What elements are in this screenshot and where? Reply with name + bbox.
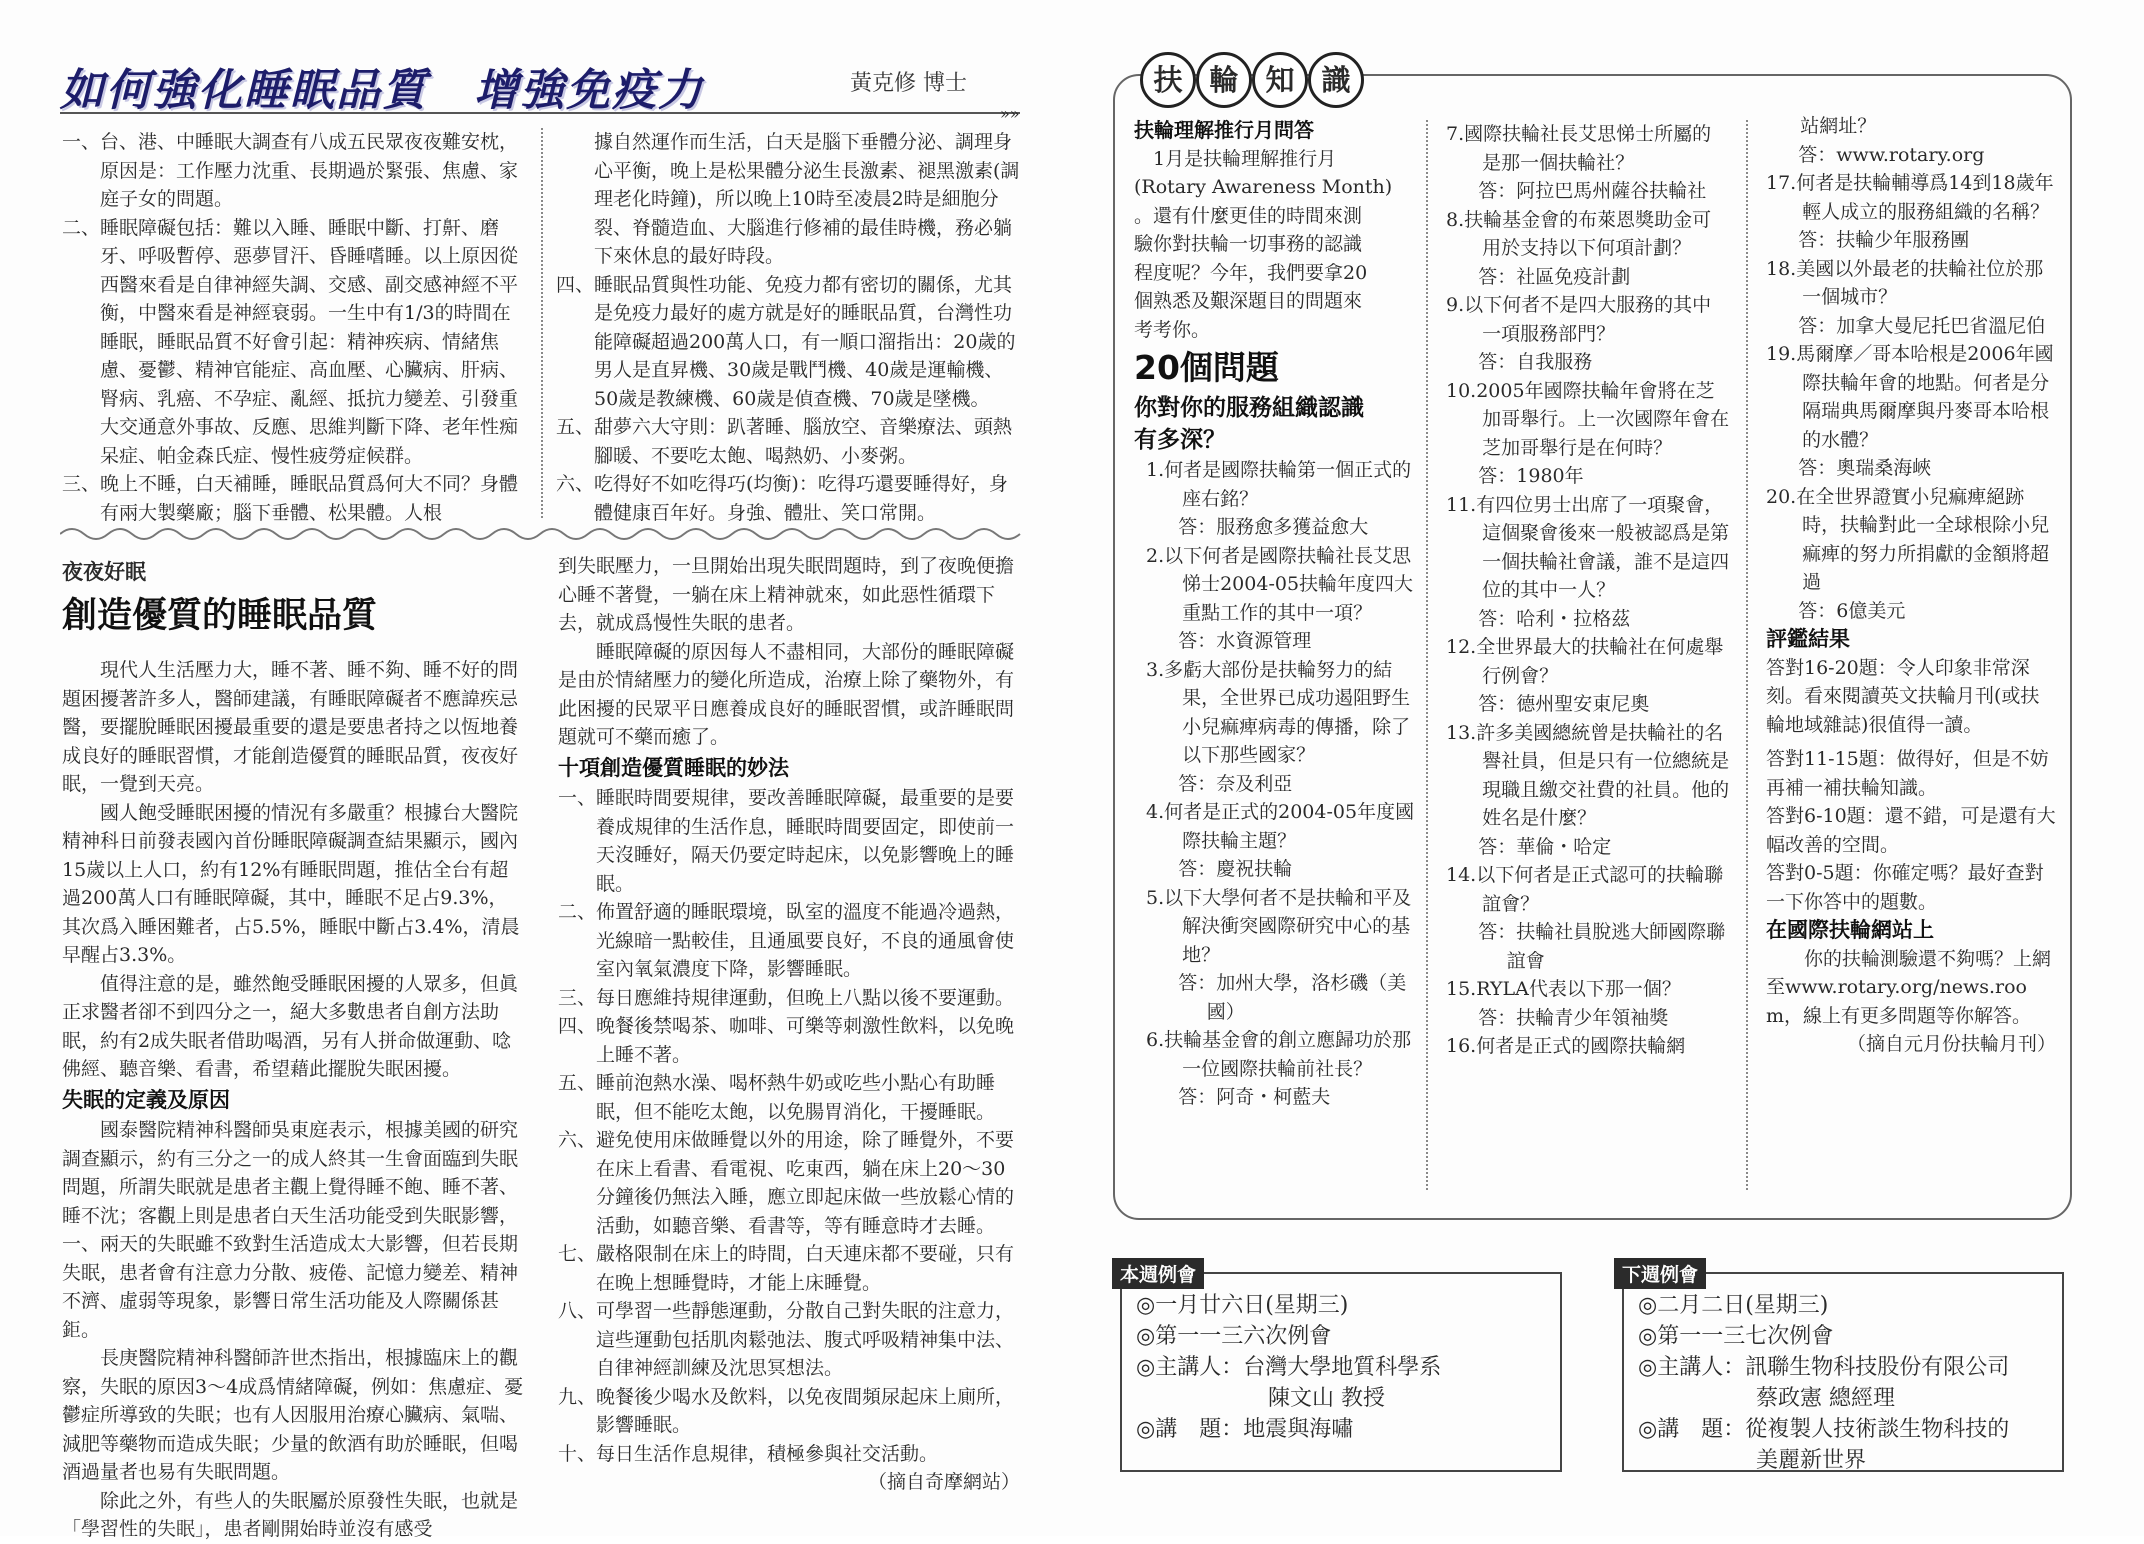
- answer: 答：1980年: [1478, 465, 1584, 487]
- rotary-col3: [1766, 112, 2056, 1059]
- article2-kicker: 夜夜好眠: [62, 560, 146, 584]
- answer: 答：扶輪社員脫逃大師國際聯誼會: [1478, 921, 1726, 972]
- subhead: 十項創造優質睡眠的妙法: [558, 755, 789, 780]
- speaker-label: ◎主講人：: [1136, 1355, 1244, 1380]
- meeting-date: ◎二月二日(星期三): [1638, 1293, 1829, 1318]
- subhead: 失眠的定義及原因: [62, 1087, 230, 1112]
- question: 13.許多美國總統曾是扶輪社的名譽社員，但是只有一位總統是現職且繳交社費的社員。他的姓名是什麼？: [1446, 721, 1730, 829]
- answer: 答：6億美元: [1798, 599, 1906, 622]
- author: 黃克修 博士: [850, 71, 967, 96]
- answer: 答：自我服務: [1478, 351, 1593, 373]
- this-week-meeting: [1120, 1272, 1562, 1472]
- list-item: 十、每日生活作息規律，積極參與社交活動。: [558, 1442, 939, 1465]
- list-item: 據自然運作而生活，白天是腦下垂體分泌、調理身心平衡，晚上是松果體分泌生長激素、褪黑激素(調理老化時鐘)，所以晚上10時至凌晨2時是細胞分裂、脊髓造血、大腦進行修補的最佳時機，務必躺下來休息的最好時段。: [594, 131, 1020, 267]
- meeting-number: ◎第一一三七次例會: [1638, 1324, 1834, 1349]
- quiz-subtitle: 你對你的服務組織認識: [1134, 395, 1364, 421]
- list-item: 三、晚上不睡，白天補睡，睡眠品質爲何大不同？身體有兩大製藥廠；腦下垂體、松果體。人根: [62, 473, 519, 524]
- website-text: 你的扶輪測驗還不夠嗎？上網至www.rotary.org/news.room，線上有更多問題等你解答。: [1766, 947, 2052, 1027]
- answer: 答：服務愈多獲益愈大: [1178, 516, 1369, 538]
- question: 5.以下大學何者不是扶輪和平及解決衝突國際研究中心的基地？: [1146, 886, 1412, 966]
- list-item: 四、晚餐後禁喝茶、咖啡、可樂等刺激性飲料，以免晚上睡不著。: [558, 1015, 1015, 1066]
- topic-text-2: 美麗新世界: [1756, 1448, 1867, 1473]
- column-divider: [541, 128, 543, 518]
- quiz-title: 20個問題: [1134, 348, 1279, 387]
- speaker-name: 蔡政憲 總經理: [1756, 1386, 1895, 1411]
- list-item: 九、晚餐後少喝水及飲料，以免夜間頻尿起床上廁所，影響睡眠。: [558, 1385, 1015, 1436]
- question: 3.多虧大部份是扶輪努力的結果，全世界已成功遏阻野生小兒痲痺病毒的傳播，除了以下那些國家？: [1146, 658, 1411, 766]
- meeting-number: ◎第一一三六次例會: [1136, 1324, 1332, 1349]
- quiz-subtitle: 有多深？: [1134, 427, 1226, 453]
- header-char: 知: [1252, 52, 1308, 108]
- paragraph: 除此之外，有些人的失眠屬於原發性失眠，也就是「學習性的失眠」，患者剛開始時並沒有感受: [62, 1489, 519, 1540]
- list-item: 二、睡眠障礙包括：難以入睡、睡眠中斷、打鼾、磨牙、呼吸暫停、惡夢冒汗、昏睡嗜睡。以上原因從西醫來看是自律神經失調、交感、副交感神經不平衡，中醫來看是神經衰弱。一生中有1/3的時間在睡眠，睡眠品質不好會引起：精神疾病、情緒焦慮、憂鬱、精神官能症、高血壓、心臟病、肝病、腎病、乳癌、不孕症、亂經、抵抗力變差、引發重大交通意外事故、反應、思維判斷下降、老年性痴呆症、帕金森氏症、慢性疲勞症候群。: [62, 216, 519, 467]
- question: 18.美國以外最老的扶輪社位於那一個城市？: [1766, 257, 2044, 308]
- intro-line: 考考你。: [1134, 318, 1211, 341]
- speaker-name: 陳文山 教授: [1268, 1386, 1385, 1411]
- this-week-label: 本週例會: [1112, 1258, 1204, 1289]
- meeting-topic: [1638, 1414, 2048, 1445]
- meeting-date: ◎一月廿六日(星期三): [1136, 1293, 1349, 1318]
- answer: 答：奈及利亞: [1178, 772, 1293, 795]
- intro-line: 個熟悉及艱深題目的問題來: [1134, 290, 1363, 312]
- article2-title: 創造優質的睡眠品質: [62, 596, 378, 636]
- list-item: 五、甜夢六大守則：趴著睡、腦放空、音樂療法、頭熱腳暖、不要吃太飽、喝熱奶、小麥粥。: [556, 416, 1013, 467]
- title-rule: [60, 112, 1020, 114]
- question: 12.全世界最大的扶輪社在何處舉行例會？: [1446, 636, 1724, 687]
- question: 站網址？: [1800, 115, 1877, 137]
- question: 19.馬爾摩／哥本哈根是2006年國際扶輪年會的地點。何者是分隔瑞典馬爾摩與丹麥哥本哈根的水體？: [1766, 343, 2054, 451]
- answer: 答：奧瑞桑海峽: [1798, 457, 1932, 479]
- list-item: 四、睡眠品質與性功能、免疫力都有密切的關係，尤其是免疫力最好的處方就是好的睡眠品質，台灣性功能障礙超過200萬人口，有一順口溜指出：20歲的男人是直昇機、30歲是戰鬥機、40歲是運輸機、50歲是教練機、60歲是偵查機、70歲是墜機。: [556, 273, 1016, 410]
- question: 17.何者是扶輪輔導爲14到18歲年輕人成立的服務組織的名稱？: [1766, 172, 2054, 223]
- answer: 答：扶輪少年服務團: [1798, 229, 1970, 251]
- column-divider: [1746, 120, 1748, 1190]
- question: 20.在全世界證實小兒痲痺絕跡時，扶輪對此一全球根除小兒痲痺的努力所捐獻的金額將超過: [1766, 485, 2050, 593]
- paragraph: 國人飽受睡眠困擾的情況有多嚴重？根據台大醫院精神科日前發表國內首份睡眠障礙調查結果顯示，國內15歲以上人口，約有12%有睡眠問題，推估全台有超過200萬人口有睡眠障礙，其中，睡眠不足占9.3%，其次爲入睡困難者，占5.5%，睡眠中斷占3.4%，清晨早醒占3.3%。: [62, 801, 520, 966]
- question: 2.以下何者是國際扶輪社長艾思悌士2004-05扶輪年度四大重點工作的其中一項？: [1146, 544, 1414, 624]
- question: 6.扶輪基金會的創立應歸功於那一位國際扶輪前社長？: [1146, 1029, 1412, 1080]
- meeting-topic: ◎講 題：地震與海嘯: [1136, 1417, 1354, 1442]
- rotary-col1: [1134, 116, 1418, 1112]
- list-item: 七、嚴格限制在床上的時間，白天連床都不要碰，只有在晚上想睡覺時，才能上床睡覺。: [558, 1243, 1015, 1294]
- intro-line: 。還有什麼更佳的時間來測: [1134, 204, 1363, 227]
- paragraph: 值得注意的是，雖然飽受睡眠困擾的人眾多，但眞正求醫者卻不到四分之一，絕大多數患者自創方法助眠，約有2成失眠者借助喝酒，另有人拼命做運動、唸佛經、聽音樂、看書，希望藉此擺脫失眠困擾。: [62, 972, 519, 1080]
- list-item: 六、吃得好不如吃得巧(均衡)：吃得巧還要睡得好，身體健康百年好。身強、體壯、笑口常開。: [556, 473, 1008, 524]
- answer: 答：社區免疫計劃: [1478, 265, 1631, 288]
- article1-right-col: [556, 128, 1022, 527]
- list-item: 六、避免使用床做睡覺以外的用途，除了睡覺外，不要在床上看書、看電視、吃東西，躺在床上20～30分鐘後仍無法入睡，應立即起床做一些放鬆心情的活動，如聽音樂、看書等，等有睡意時才去睡。: [558, 1129, 1015, 1237]
- paragraph: 現代人生活壓力大，睡不著、睡不夠、睡不好的問題困擾著許多人，醫師建議，有睡眠障礙者不應諱疾忌醫，要擺脫睡眠困擾最重要的還是要患者持之以恆地養成良好的睡眠習慣，才能創造優質的睡眠品質，夜夜好眠，一覺到天亮。: [62, 659, 519, 795]
- question: 16.何者是正式的國際扶輪網: [1446, 1035, 1686, 1057]
- wave-divider: [60, 524, 1022, 544]
- list-item: 五、睡前泡熱水澡、喝杯熱牛奶或吃些小點心有助睡眠，但不能吃太飽，以免腸胃消化，干擾睡眠。: [558, 1072, 996, 1123]
- website-heading: 在國際扶輪網站上: [1766, 918, 1934, 942]
- paragraph: 到失眠壓力，一旦開始出現失眠問題時，到了夜晚便擔心睡不著覺，一躺在床上精神就來，如此惡性循環下去，就成爲慢性失眠的患者。: [558, 555, 1015, 634]
- speaker-label: ◎主講人：: [1638, 1355, 1746, 1380]
- result-line: 答對6-10題：還不錯，可是還有大幅改善的空間。: [1766, 805, 2056, 856]
- question: 4.何者是正式的2004-05年度國際扶輪主題？: [1146, 801, 1415, 852]
- next-week-label: 下週例會: [1614, 1258, 1706, 1289]
- article1-left-col: [62, 128, 524, 527]
- speaker-line: [1136, 1352, 1546, 1383]
- answer: 答：www.rotary.org: [1798, 143, 1985, 166]
- paragraph: 長庚醫院精神科醫師許世杰指出，根據臨床上的觀察，失眠的原因3～4成爲情緒障礙，例如：焦慮症、憂鬱症所導致的失眠；也有人因服用治療心臟病、氣喘、減肥等藥物而造成失眠；少量的飲酒有助於睡眠，但喝酒過量者也易有失眠問題。: [62, 1347, 524, 1483]
- speaker-org: 台灣大學地質科學系: [1243, 1355, 1442, 1380]
- question: 8.扶輪基金會的布萊恩獎助金可用於支持以下何項計劃？: [1446, 208, 1712, 259]
- answer: 答：阿奇・柯藍夫: [1178, 1086, 1331, 1108]
- next-week-meeting: [1622, 1272, 2064, 1472]
- result-line: 答對0-5題：你確定嗎？最好查對一下你答中的題數。: [1766, 862, 2044, 913]
- header-char: 扶: [1140, 52, 1196, 108]
- article2-col2: [558, 552, 1020, 1497]
- source-credit: （摘自奇摩網站）: [867, 1471, 1020, 1493]
- list-item: 一、台、港、中睡眠大調查有八成五民眾夜夜難安枕，原因是：工作壓力沈重、長期過於緊張、焦慮、家庭子女的問題。: [62, 131, 519, 210]
- column-divider: [1426, 120, 1428, 1190]
- results-heading: 評鑑結果: [1766, 627, 1850, 651]
- answer: 答：慶祝扶輪: [1178, 858, 1293, 880]
- article2-col1: [62, 656, 524, 1544]
- topic-text: 從複製人技術談生物科技的: [1745, 1417, 2010, 1442]
- paragraph: 睡眠障礙的原因每人不盡相同，大部份的睡眠障礙是由於情緒壓力的變化所造成，治療上除了藥物外，有此困擾的民眾平日應養成良好的睡眠習慣，或許睡眠問題就可不藥而癒了。: [558, 640, 1015, 748]
- header-char: 識: [1308, 52, 1364, 108]
- list-item: 一、睡眠時間要規律，要改善睡眠障礙，最重要的是要養成規律的生活作息，睡眠時間要固定，即使前一天沒睡好，隔天仍要定時起床，以免影響晚上的睡眠。: [558, 787, 1015, 895]
- speaker-org: 訊聯生物科技股份有限公司: [1745, 1355, 2010, 1380]
- question: 10.2005年國際扶輪年會將在芝加哥舉行。上一次國際年會在芝加哥舉行是在何時？: [1446, 379, 1730, 459]
- rotary-col2: [1446, 120, 1730, 1061]
- answer: 答：德州聖安東尼奧: [1478, 693, 1650, 715]
- list-item: 八、可學習一些靜態運動，分散自己對失眠的注意力，這些運動包括肌肉鬆弛法、腹式呼吸精神集中法、自律神經訓練及沈思冥想法。: [558, 1300, 1015, 1379]
- header-char: 輪: [1196, 52, 1252, 108]
- intro-line: 驗你對扶輪一切事務的認識: [1134, 233, 1363, 255]
- question: 15.RYLA代表以下那一個？: [1446, 978, 1681, 1000]
- list-item: 二、佈置舒適的睡眠環境，臥室的溫度不能過冷過熱，光線暗一點較佳，且通風要良好，不良的通風會使室內氧氣濃度下降，影響睡眠。: [558, 901, 1015, 980]
- result-line: 答對11-15題：做得好，但是不妨再補一補扶輪知識。: [1766, 748, 2049, 799]
- question: 14.以下何者是正式認可的扶輪聯誼會？: [1446, 864, 1724, 915]
- answer: 答：哈利・拉格茲: [1478, 607, 1631, 630]
- question: 11.有四位男士出席了一項聚會，這個聚會後來一般被認爲是第一個扶輪社會議，誰不是這四位的其中一人？: [1446, 493, 1730, 601]
- article-title: 如何強化睡眠品質 增強免疫力: [60, 65, 704, 116]
- question: 1.何者是國際扶輪第一個正式的座右銘？: [1146, 459, 1412, 510]
- list-item: 三、每日應維持規律運動，但晚上八點以後不要運動。: [558, 986, 1015, 1009]
- answer: 答：阿拉巴馬州薩谷扶輪社: [1478, 180, 1707, 202]
- result-line: 答對16-20題：令人印象非常深刻。看來閱讀英文扶輪月刊(或扶輪地域雜誌)很值得一讀。: [1766, 656, 2040, 736]
- answer: 答：扶輪青少年領袖獎: [1478, 1006, 1669, 1029]
- paragraph: 國泰醫院精神科醫師吳東庭表示，根據美國的研究調查顯示，約有三分之一的成人終其一生會面臨到失眠問題，所謂失眠就是患者主觀上覺得睡不飽、睡不著、睡不沈；客觀上則是患者白天生活功能受到失眠影響，一、兩天的失眠雖不致對生活造成太大影響，但若長期失眠，患者會有注意力分散、疲倦、記憶力變差、精神不濟、虛弱等現象，影響日常生活功能及人際關係甚鉅。: [62, 1119, 519, 1341]
- arrow-icon: »»: [1000, 104, 1020, 123]
- answer: 答：加拿大曼尼托巴省溫尼伯: [1798, 314, 2046, 337]
- question: 7.國際扶輪社長艾思悌士所屬的是那一個扶輪社？: [1446, 123, 1712, 174]
- question: 9.以下何者不是四大服務的其中一項服務部門？: [1446, 294, 1712, 345]
- intro-line: (Rotary Awareness Month): [1134, 176, 1393, 198]
- intro-line: 程度呢？今年，我們要拿20: [1134, 261, 1368, 284]
- rotary-heading: 扶輪理解推行月問答: [1134, 118, 1314, 142]
- speaker-line: [1638, 1352, 2048, 1383]
- source-credit: （摘自元月份扶輪月刊）: [1846, 1033, 2056, 1055]
- intro-line: 1月是扶輪理解推行月: [1153, 147, 1337, 170]
- answer: 答：加州大學，洛杉磯（美國）: [1178, 972, 1407, 1023]
- topic-label: ◎講 題：: [1638, 1417, 1746, 1442]
- answer: 答：水資源管理: [1178, 630, 1312, 652]
- answer: 答：華倫・哈定: [1478, 835, 1612, 858]
